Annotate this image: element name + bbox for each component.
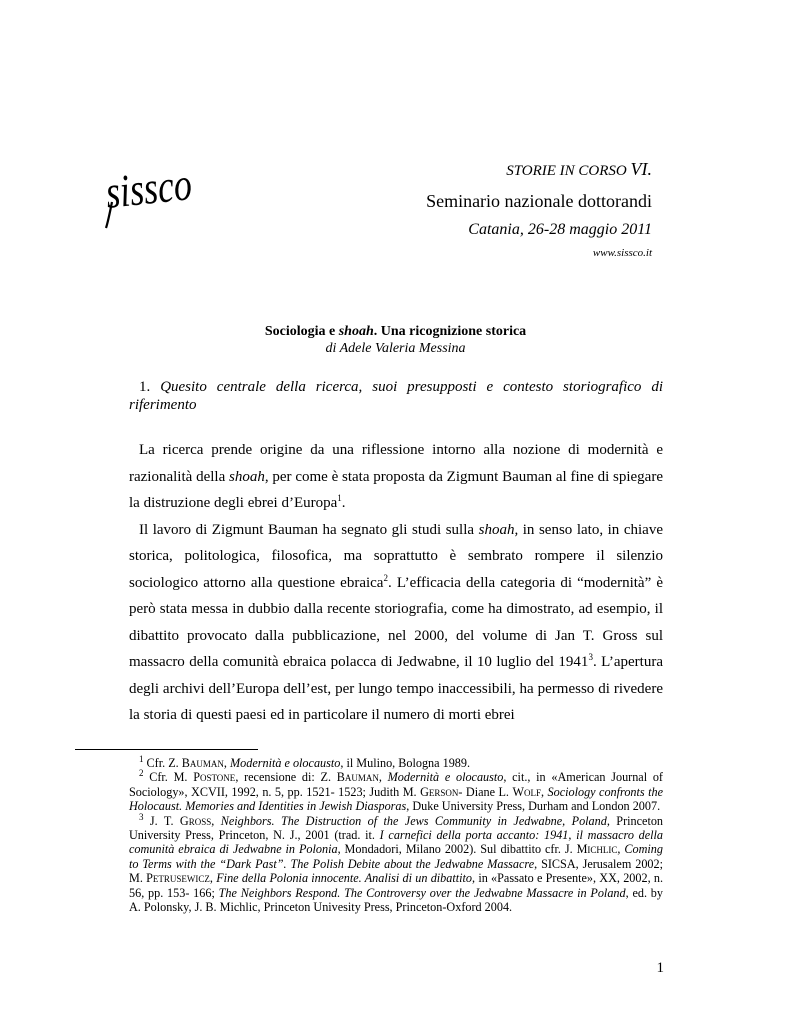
paragraph: Il lavoro di Zigmunt Bauman ha segnato gli studi sulla shoah, in senso lato, in chiave storica, politologica, filosofica, ma soprattutto è sembrato rompere il silenzio sociologico attorno alla questione ebraica$^2$. L’efficacia della categoria di “modernità” è però stata messa in dubbio dalla recente storiografia, come ha dimostrato, ad esempio, il dibattito provocato dalla pubblicazione, nel 2000, del volume di Jan T. Gross sul massacro della comunità ebraica polacca di Jedwabne, il 10 luglio del 1941$^3$. L’apertura degli archivi dell’Europa dell’est, per lungo tempo inaccessibili, ha permesso di rivedere la storia di questi paesi ed in particolare il numero di morti ebrei <box>129 521 663 723</box>
body-text <box>129 437 663 729</box>
section-heading: 1. Quesito centrale della ricerca, suoi presupposti e contesto storiografico di riferimento <box>129 379 663 413</box>
footnote-ref[interactable]: 1 <box>337 493 342 503</box>
footnote: $^3$ J. T. Gross, Neighbors. The Distruction of the Jews Community in Jedwabne, Poland, Princeton University Press, Princeton, N. J., 2001 (trad. it. I carnefici della porta accanto: 1941, il massacro della comunità ebraica di Jedwabne in Polonia, Mondadori, Milano 2002). Sul dibattito cfr. J. Michlic, Coming to Terms with the “Dark Past”. The Polish Debite about the Jedwabne Massacre, SICSA, Jerusalem 2002; M. Petrusewicz, Fine della Polonia innocente. Analisi di un dibattito, in «Passato e Presente», XX, 2002, n. 56, pp. 153- 166; The Neighbors Respond. The Controversy over the Jedwabne Massacre in Poland, ed. by A. Polonsky, J. B. Michlic, Princeton Univesity Press, Princeton-Oxford 2004. <box>129 811 664 915</box>
footnote: $^1$ Cfr. Z. Bauman, Modernità e olocausto, il Mulino, Bologna 1989. <box>139 753 471 770</box>
series-title: STORIE IN CORSO VI. <box>506 159 652 179</box>
footnote: $^2$ Cfr. M. Postone, recensione di: Z. Bauman, Modernità e olocausto, cit., in «American Journal of Sociology», XCVII, 1992, n. 5, pp. 1521- 1523; Judith M. Gerson- Diane L. Wolf, Sociology confronts the Holocaust. Memories and Identities in Jewish Diasporas, Duke University Press, Durham and London 2007. <box>129 768 664 814</box>
conference-header <box>426 160 652 260</box>
sissco-logo <box>103 152 218 232</box>
footnote-ref[interactable]: 2 <box>383 572 388 583</box>
article-author: di Adele Valeria Messina <box>325 341 466 356</box>
logo-text: sissco <box>103 155 218 218</box>
footnotes <box>129 753 664 915</box>
website-link[interactable]: www.sissco.it <box>592 247 652 259</box>
article-title: Sociologia e shoah. Una ricognizione storica <box>264 324 527 339</box>
footnote-ref[interactable]: 3 <box>588 652 593 662</box>
footnote-separator <box>75 749 258 750</box>
place-date: Catania, 26-28 maggio 2011 <box>468 221 652 238</box>
seminar-title: Seminario nazionale dottorandi <box>426 191 652 211</box>
paragraph: La ricerca prende origine da una riflessione intorno alla nozione di modernità e razionalità della shoah, per come è stata proposta da Zigmunt Bauman al fine di spiegare la distruzione degli ebrei d’Europa$^1$. <box>129 442 663 511</box>
page-number: 1 <box>656 960 664 976</box>
article-heading <box>0 323 791 357</box>
